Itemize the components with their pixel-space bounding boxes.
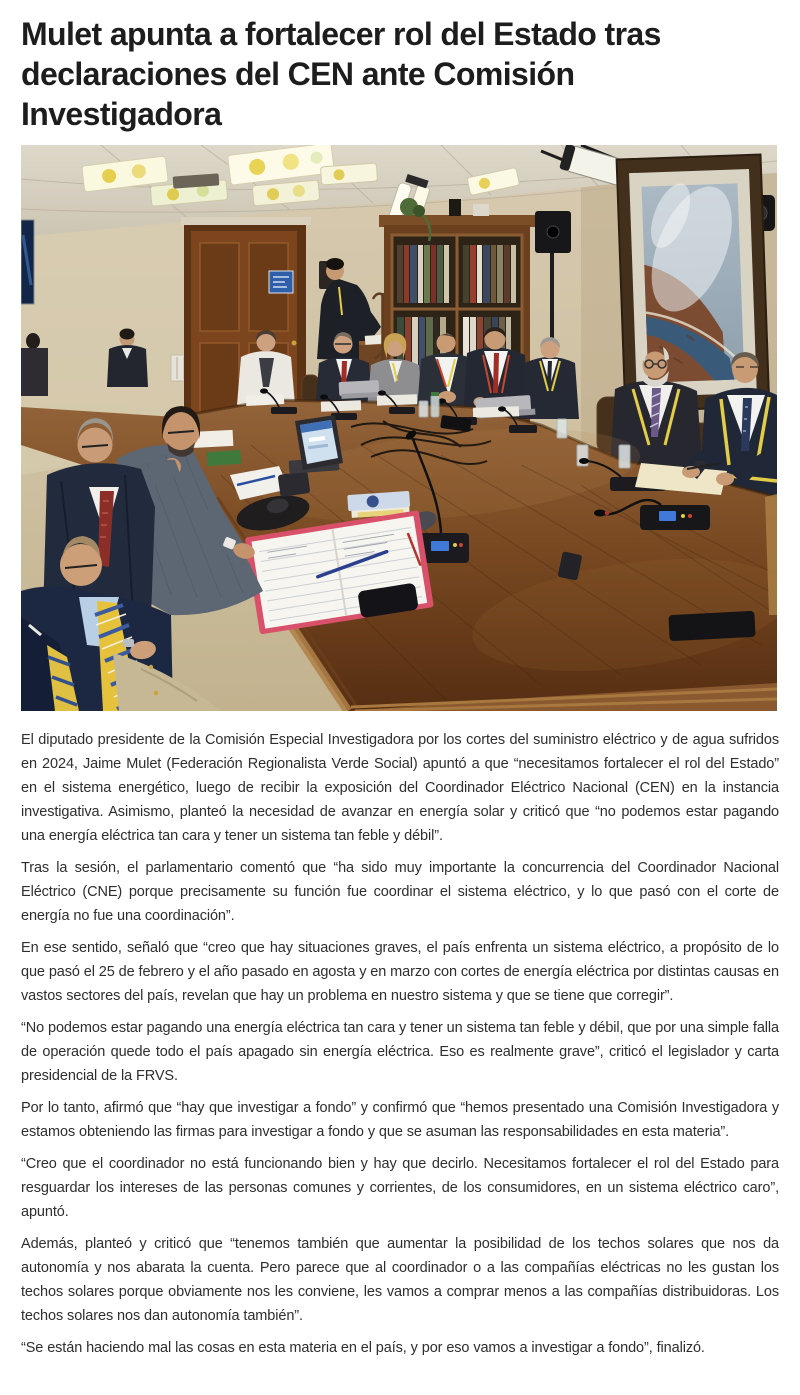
door-plaque [269,271,293,293]
headline-line: Investigadora [21,96,222,132]
article-paragraph: El diputado presidente de la Comisión Especial Investigadora por los cortes del suministro eléctrico y de agua sufridos en 2024, Jaime Mulet (Federación Regionalista Verde Social) apuntó a que “necesitamos fortalecer el rol del Estado” en el sistema energético, luego de recibir la exposición del Coordinador Eléctrico Nacional (CEN) en la instancia investigativa. Asimismo, planteó la necesidad de avanzar en energía solar y criticó que “no podemos estar pagando una energía eléctrica tan cara y tener un sistema tan feble y débil”. [21,732,779,844]
article-paragraph: Además, planteó y criticó que “tenemos también que aumentar la posibilidad de los techos solares que nos da autonomía y nos abarata la cuenta. Pero parece que al coordinador o a las compañías eléctricas no les gustan los techos solares porque obviamente nos les conviene, les vamos a comprar menos a las compañías distribuidoras. Los techos solares nos dan autonomía también”. [21,1236,779,1324]
article-paragraph: En ese sentido, señaló que “creo que hay situaciones graves, el país enfrenta un sistema eléctrico, a propósito de lo que pasó el 25 de febrero y el año pasado en agosta y en marzo con cortes de energía eléctrica por distintas causas en vastos sectores del país, revelan que hay un problema en nuestro sistema y que se tiene que corregir”. [21,940,779,1004]
headline-line: Mulet apunta a fortalecer rol del Estado tras [21,16,661,52]
article-paragraph: Por lo tanto, afirmó que “hay que investigar a fondo” y confirmó que “hemos presentado una Comisión Investigadora y estamos obteniendo las firmas para investigar a fondo y que se asuman las responsabilidades en esta materia”. [21,1100,779,1140]
paper [321,400,361,411]
headline-line: declaraciones del CEN ante Comisión [21,56,575,92]
article-paragraph: “No podemos estar pagando una energía eléctrica tan cara y tener un sistema tan feble y débil, que por una simple falla de operación quede todo el país apagado sin energía eléctrica. Eso es realmente grave”, criticó el legislador y carta presidencial de la FRVS. [21,1020,779,1084]
tv-screen [21,220,34,304]
article-body [21,728,779,1360]
tablet [668,611,755,641]
article-paragraph: “Se están haciendo mal las cosas en esta materia en el país, y por eso vamos a investigar a fondo”, finalizó. [21,1340,705,1356]
article-photo [21,145,777,711]
article-paragraph: Tras la sesión, el parlamentario comentó que “ha sido muy importante la concurrencia del Coordinador Nacional Eléctrico (CNE) porque precisamente su función fue coordinar el sistema eléctrico, y lo que pasó con el corte de energía no fue una coordinación”. [21,860,779,924]
laptop-silver [339,380,382,399]
article-headline [21,14,779,134]
paper [377,394,417,405]
paper [246,394,284,406]
article-paragraph: “Creo que el coordinador no está funcionando bien y hay que decirlo. Necesitamos fortalecer el rol del Estado para resguardar los intereses de las personas comunes y corrientes, de los consumidores, en un sistema eléctrico caro”, apuntó. [21,1156,779,1220]
calculator [278,471,311,497]
bottle-cap [431,392,439,396]
meeting-photo-illustration [21,145,777,711]
green-notebook [207,450,242,466]
